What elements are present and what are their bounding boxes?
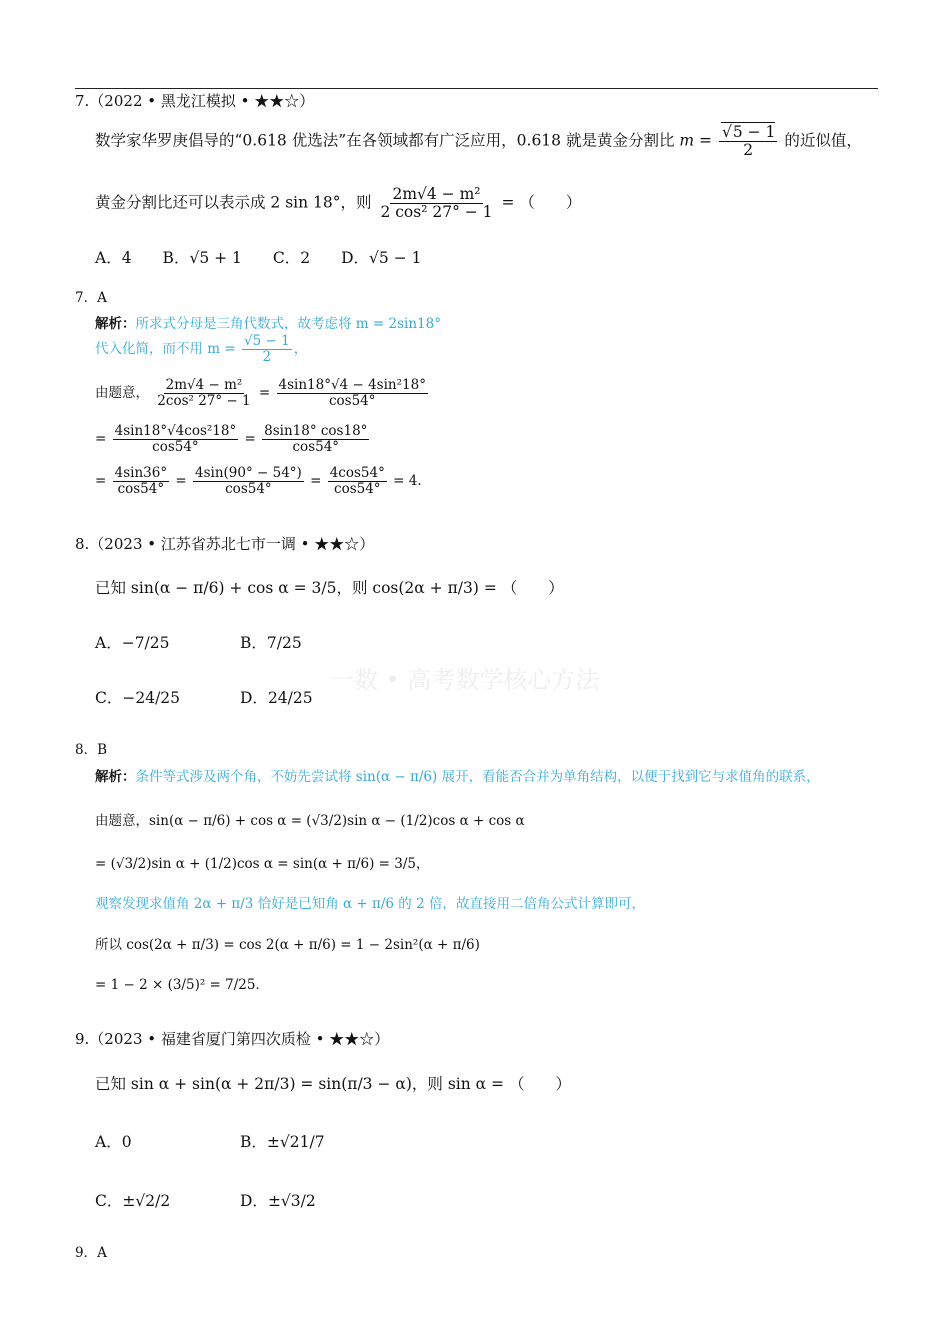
q8-option-c: C．−24/25 — [95, 689, 181, 707]
q8-option-b: B．7/25 — [240, 634, 302, 652]
q9-answer: 9．A — [75, 1245, 107, 1261]
q8-header: 8.（2023 • 江苏省苏北七市一调 • ★★☆） — [75, 535, 375, 553]
q7-expression-fraction: $\frac{\text{2m√4 − m²}}{\text{2 cos² 27° − 1}}$ — [380, 185, 493, 222]
q9-option-c: C．±√2/2 — [95, 1192, 171, 1210]
q7-stem-text: 数学家华罗庚倡导的“0.618 优选法”在各领域都有广泛应用，0.618 就是黄金分割比 — [95, 131, 675, 150]
q7-derivation-line1: 由题意， $\frac{\text{2m√4 − m²}}{\text{2cos² 27° − 1}}$ = $\frac{\text{4sin18°√4 − 4sin²18°}}{\cos 54^\circ}$ — [95, 377, 426, 409]
q7-answer: 7．A — [75, 290, 107, 306]
q7-var-m: m — [679, 131, 695, 150]
q9-option-d: D．±√3/2 — [240, 1192, 316, 1210]
q7-stem-line1: 数学家华罗庚倡导的“0.618 优选法”在各领域都有广泛应用，0.618 就是黄金分割比 m = √ $\frac{5 - 1}{2}$ 的近似值， — [95, 124, 862, 159]
q9-option-b: B．±√21/7 — [240, 1133, 325, 1151]
q8-derivation-line2: = (√3/2)sin α + (1/2)cos α = sin(α + π/6) = 3/5， — [95, 856, 430, 872]
watermark: 一数 • 高考数学核心方法 — [330, 666, 600, 694]
q9-stem: 已知 sin α + sin(α + 2π/3) = sin(π/3 − α)，则 sin α = （ ） — [95, 1075, 571, 1093]
q7-analysis-line2: 代入化简，而不用 m = $\frac{√5 - 1}{2}$ ， — [95, 333, 308, 365]
q7-header: 7.（2022 • 黑龙江模拟 • ★★☆） — [75, 92, 315, 110]
q7-derivation-line3: = $\frac{4\sin 36^\circ}{\cos 54^\circ}$ = $\frac{4\sin(90^\circ - 54^\circ)}{\cos 54^\circ}$ = $\frac{4\cos 54^\circ}{\cos 54^\circ}$ = 4． — [95, 465, 431, 497]
q8-derivation-line4: = 1 − 2 × (3/5)² = 7/25． — [95, 977, 269, 993]
q7-stem-line2: 黄金分割比还可以表示成 2 sin 18°，则 $\frac{\text{2m√4 − m²}}{\text{2 cos² 27° − 1}}$ = （ ） — [95, 185, 582, 222]
q9-option-a: A．0 — [95, 1133, 132, 1151]
q8-derivation-line1: 由题意，sin(α − π/6) + cos α = (√3/2)sin α − (1/2)cos α + cos α — [95, 813, 525, 829]
q7-golden-fraction: √ $\frac{5 - 1}{2}$ — [719, 124, 777, 159]
q8-analysis-line2: 观察发现求值角 2α + π/3 恰好是已知角 α + π/6 的 2 倍，故直接用二倍角公式计算即可， — [95, 896, 645, 912]
q8-derivation-line3: 所以 cos(2α + π/3) = cos 2(α + π/6) = 1 − 2sin²(α + π/6) — [95, 937, 480, 953]
q8-answer: 8．B — [75, 742, 108, 758]
q8-option-d: D．24/25 — [240, 689, 313, 707]
q7-derivation-line2: = $\frac{\text{4sin18°√4cos²18°}}{\cos 54^\circ}$ = $\frac{8\sin 18^\circ \cos 18^\circ}{\cos 54^\circ}$ — [95, 423, 368, 455]
q9-header: 9.（2023 • 福建省厦门第四次质检 • ★★☆） — [75, 1030, 390, 1048]
q7-options: A．4 B．√5 + 1 C．2 D．√5 − 1 — [95, 249, 422, 267]
q8-stem: 已知 sin(α − π/6) + cos α = 3/5，则 cos(2α + π/3) = （ ） — [95, 579, 564, 597]
top-rule — [75, 88, 878, 89]
q8-option-a: A．−7/25 — [95, 634, 170, 652]
q8-analysis-line1: 解析：条件等式涉及两个角，不妨先尝试将 sin(α − π/6) 展开，看能否合并为单角结构，以便于找到它与求值角的联系， — [95, 769, 820, 785]
q7-analysis-line1: 解析：所求式分母是三角代数式，故考虑将 m = 2sin18° — [95, 316, 441, 332]
